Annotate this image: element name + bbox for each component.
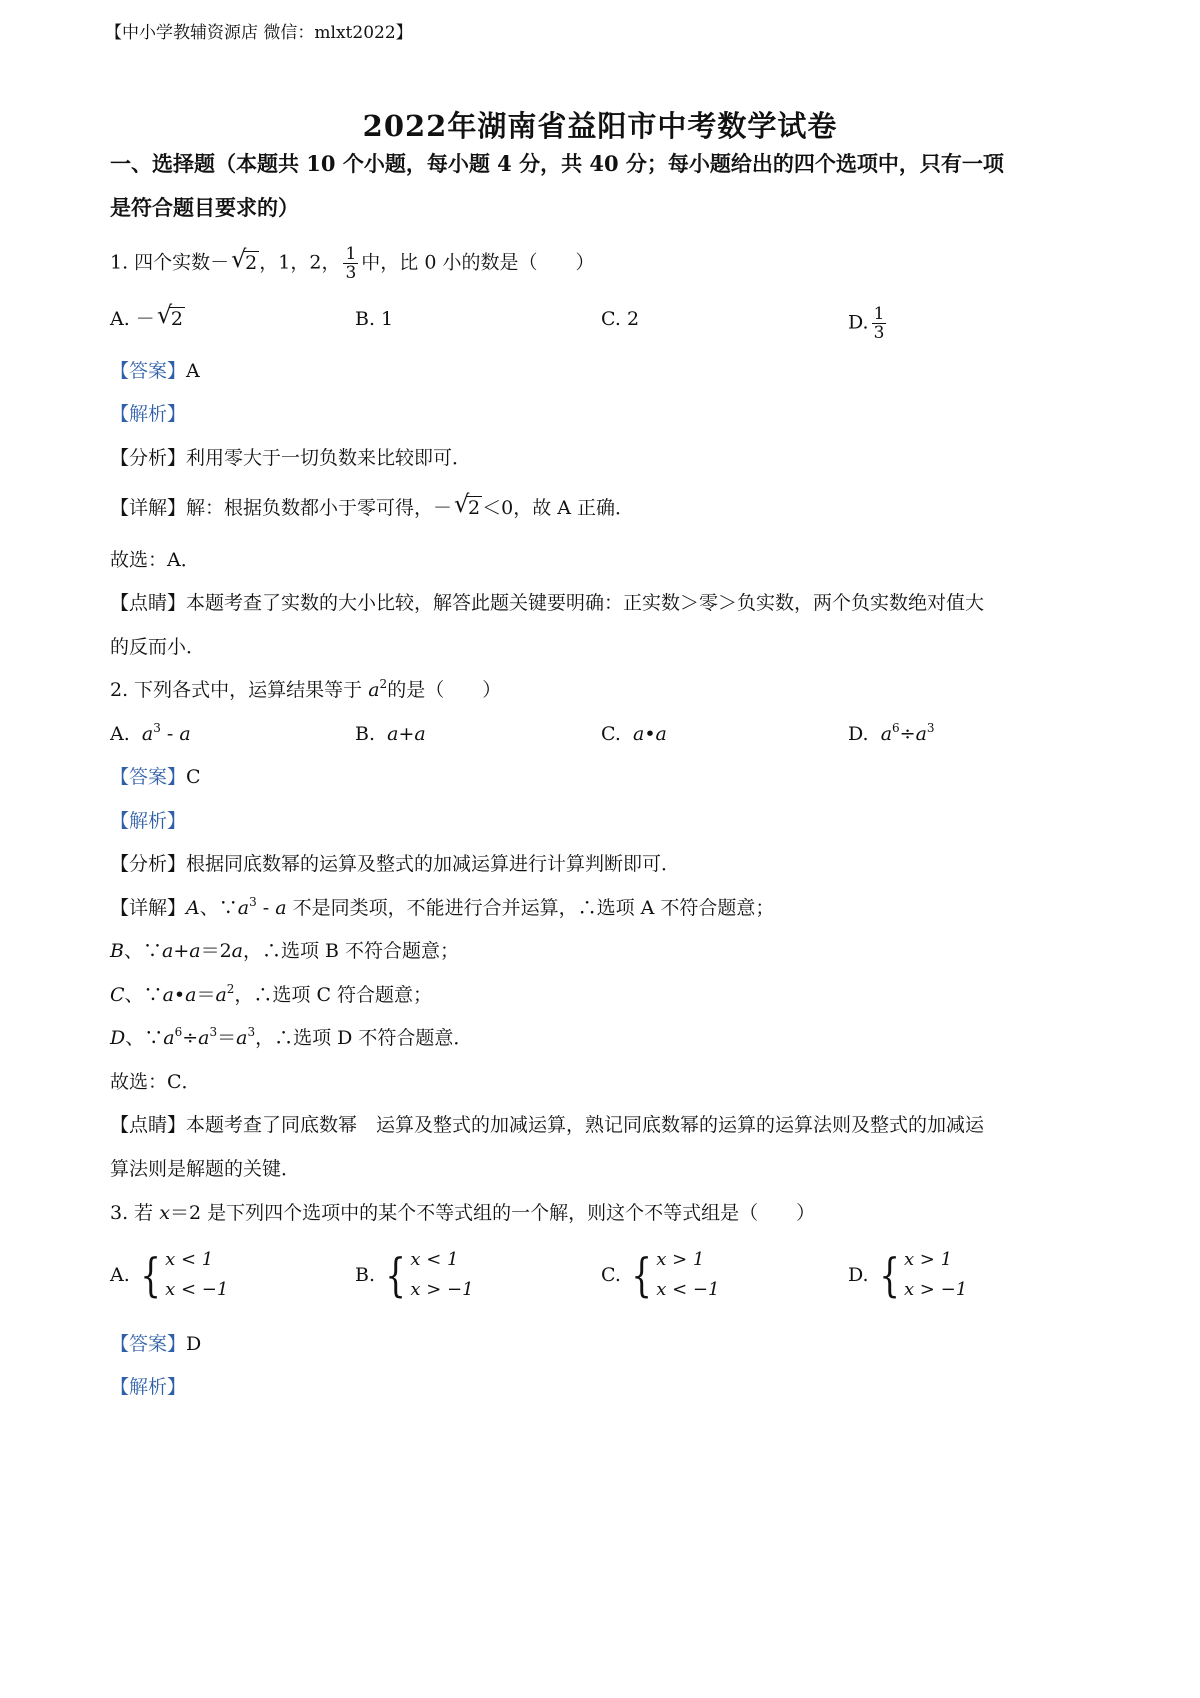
q3-analysis-label: 【解析】 xyxy=(110,1376,187,1398)
q3-option-a: A. { x < 1 x < −1 xyxy=(110,1248,229,1302)
q1-guxuan: 故选：A． xyxy=(110,549,200,571)
q2-stem: 2. 下列各式中，运算结果等于 $a^2$的是（ ） xyxy=(110,677,502,701)
sqrt-symbol: √ 2 xyxy=(156,301,183,330)
q1-analysis-label: 【解析】 xyxy=(110,403,187,425)
q1-answer: 【答案】A xyxy=(110,360,200,382)
q3-answer: 【答案】D xyxy=(110,1333,202,1355)
sqrt-symbol: √ 2 xyxy=(231,244,258,274)
q2-xiangjie-d: D、$\because a^6\div a^3=a^3$，∴选项 D 不符合题意． xyxy=(110,1025,473,1049)
q3-option-b: B. { x < 1 x > −1 xyxy=(355,1248,474,1302)
q1-option-b: B. 1 xyxy=(355,308,394,330)
q3-option-c: C. { x > 1 x < −1 xyxy=(601,1248,720,1302)
q2-dianjing-line2: 算法则是解题的关键． xyxy=(110,1158,301,1180)
q2-dianjing-line1: 【点睛】本题考查了同底数幂 运算及整式的加减运算，熟记同底数幂的运算的运算法则及整式的加减运 xyxy=(110,1114,985,1136)
q1-dianjing-line1: 【点睛】本题考查了实数的大小比较，解答此题关键要明确：正实数＞零＞负实数，两个负实数绝对值大 xyxy=(110,592,985,614)
q1-dianjing-line2: 的反而小． xyxy=(110,636,206,658)
q2-analysis-label: 【解析】 xyxy=(110,810,187,832)
sqrt-symbol: √ 2 xyxy=(454,490,481,519)
q2-option-c: C. a•a xyxy=(601,723,667,745)
q1-xiangjie: 【详解】解：根据负数都小于零可得，－ √ 2 ＜0，故 A 正确． xyxy=(110,494,634,522)
q2-option-b: B. a+a xyxy=(355,723,426,745)
q1-option-c: C. 2 xyxy=(601,308,640,330)
section-heading-line2: 是符合题目要求的） xyxy=(110,195,299,220)
header-note: 【中小学教辅资源店 微信：mlxt2022】 xyxy=(105,23,413,43)
q2-answer: 【答案】C xyxy=(110,766,201,788)
q2-guxuan: 故选：C． xyxy=(110,1071,201,1093)
q1-stem: 1. 四个实数－ √ 2 ，1，2， $\frac{1}{3}$ 中，比 0 小的数是（ ） xyxy=(110,244,595,283)
fraction: $\frac{1}{3}$ xyxy=(873,304,885,343)
section-heading-line1: 一、选择题（本题共 10 个小题，每小题 4 分，共 40 分；每小题给出的四个选项中，只有一项 xyxy=(110,151,1004,176)
q3-option-d: D. { x > 1 x > −1 xyxy=(848,1248,968,1302)
q2-xiangjie-c: C、$\because a•a=a^2$，∴选项 C 符合题意； xyxy=(110,982,433,1006)
q2-option-a: A. $a^3$ - a xyxy=(110,721,191,745)
q3-stem: 3. 若 x＝2 是下列四个选项中的某个不等式组的一个解，则这个不等式组是（ ） xyxy=(110,1202,816,1224)
q2-option-d: D. $a^6\div a^3$ xyxy=(848,721,935,745)
q1-fenxi: 【分析】利用零大于一切负数来比较即可． xyxy=(110,447,472,469)
q2-xiangjie-a: 【详解】A、$\because a^3$ - a 不是同类项，不能进行合并运算，∴选项 A 不符合题意； xyxy=(110,895,775,919)
fraction: $\frac{1}{3}$ xyxy=(345,244,357,283)
q1-option-d: D. $\frac{1}{3}$ xyxy=(848,304,885,343)
q1-option-a: A. － √ 2 xyxy=(110,305,185,333)
page-title: 2022年湖南省益阳市中考数学试卷 xyxy=(362,109,838,143)
q2-fenxi: 【分析】根据同底数幂的运算及整式的加减运算进行计算判断即可． xyxy=(110,853,681,875)
q2-xiangjie-b: B、∵a+a＝2a，∴选项 B 不符合题意； xyxy=(110,940,460,962)
